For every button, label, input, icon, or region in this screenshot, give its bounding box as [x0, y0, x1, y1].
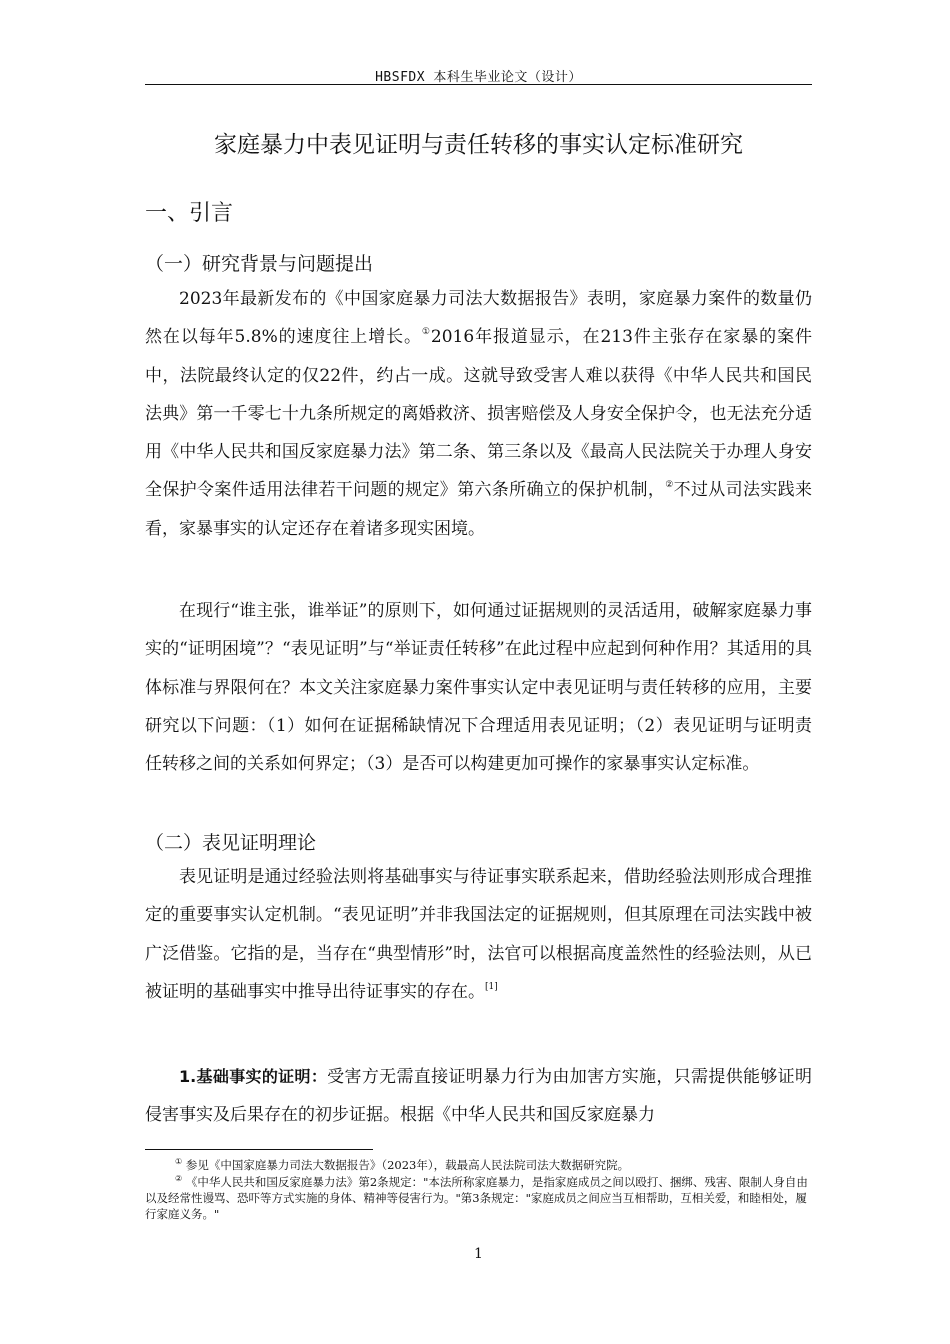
footnote-mark: ①	[175, 1157, 183, 1166]
paragraph-background	[145, 280, 812, 548]
footnote-1	[145, 1157, 812, 1173]
footnote-rule	[145, 1149, 373, 1150]
paragraph-text: 表见证明是通过经验法则将基础事实与待证事实联系起来，借助经验法则形成合理推定的重要事实认定机制。“表见证明”并非我国法定的证据规则，但其原理在司法实践中被广泛借鉴。它指的是，当存在“典型情形”时，法官可以根据高度盖然性的经验法则，从已被证明的基础事实中推导出待证事实的存在。	[145, 867, 812, 1002]
footnote-ref-1[interactable]: ①	[421, 327, 431, 338]
paragraph-text: 2023年最新发布的《中国家庭暴力司法大数据报告》表明，家庭暴力案件的数量仍然在以每年5.8%的速度往上增长。	[145, 289, 812, 348]
paragraph-research-questions: 在现行“谁主张，谁举证”的原则下，如何通过证据规则的灵活适用，破解家庭暴力事实的“证明困境”？“表见证明”与“举证责任转移”在此过程中应起到何种作用？其适用的具体标准与界限何在？本文关注家庭暴力案件事实认定中表见证明与责任转移的应用，主要研究以下问题：（1）如何在证据稀缺情况下合理适用表见证明；（2）表见证明与证明责任转移之间的关系如何界定；（3）是否可以构建更加可操作的家暴事实认定标准。	[145, 601, 812, 775]
footnote-ref-2[interactable]: ②	[665, 480, 674, 491]
running-header: HBSFDX 本科生毕业论文（设计）	[375, 70, 582, 85]
header-rule	[145, 84, 812, 85]
footnote-2	[145, 1174, 812, 1222]
footnote-text: 参见《中国家庭暴力司法大数据报告》（2023年），载最高人民法院司法大数据研究院。	[185, 1158, 630, 1172]
paper-title: 家庭暴力中表见证明与责任转移的事实认定标准研究	[214, 132, 743, 158]
paragraph-text: 不过从司法实践来看，家暴事实的认定还存在着诸多现实困境。	[145, 480, 813, 539]
citation-ref-1[interactable]: [1]	[485, 981, 498, 992]
paragraph-basic-facts	[145, 1058, 812, 1135]
subsection-heading-background: （一）研究背景与问题提出	[145, 253, 374, 275]
subsection-heading-theory: （二）表见证明理论	[145, 832, 317, 854]
section-heading-introduction: 一、引言	[145, 201, 234, 226]
page-number: 1	[474, 1246, 483, 1262]
paragraph-text: 2016年报道显示，在213件主张存在家暴的案件中，法院最终认定的仅22件，约占一成。这就导致受害人难以获得《中华人民共和国民法典》第一千零七十九条所规定的离婚救济、损害赔偿及人身安全保护令，也无法充分适用《中华人民共和国反家庭暴力法》第二条、第三条以及《最高人民法院关于办理人身安全保护令案件适用法律若干问题的规定》第六条所确立的保护机制，	[145, 327, 812, 501]
list-item-lead: 1.基础事实的证明：	[179, 1067, 328, 1086]
footnote-mark: ②	[175, 1174, 183, 1183]
footnote-text: 《中华人民共和国反家庭暴力法》第2条规定："本法所称家庭暴力，是指家庭成员之间以殴打、捆绑、残害、限制人身自由以及经常性谩骂、恐吓等方式实施的身体、精神等侵害行为。"第3条规定："家庭成员之间应当互相帮助，互相关爱，和睦相处，履行家庭义务。"	[145, 1175, 808, 1221]
paragraph-theory	[145, 858, 812, 1011]
paragraph-text: 受害方无需直接证明暴力行为由加害方实施，只需提供能够证明侵害事实及后果存在的初步证据。根据《中华人民共和国反家庭暴力	[145, 1067, 813, 1126]
